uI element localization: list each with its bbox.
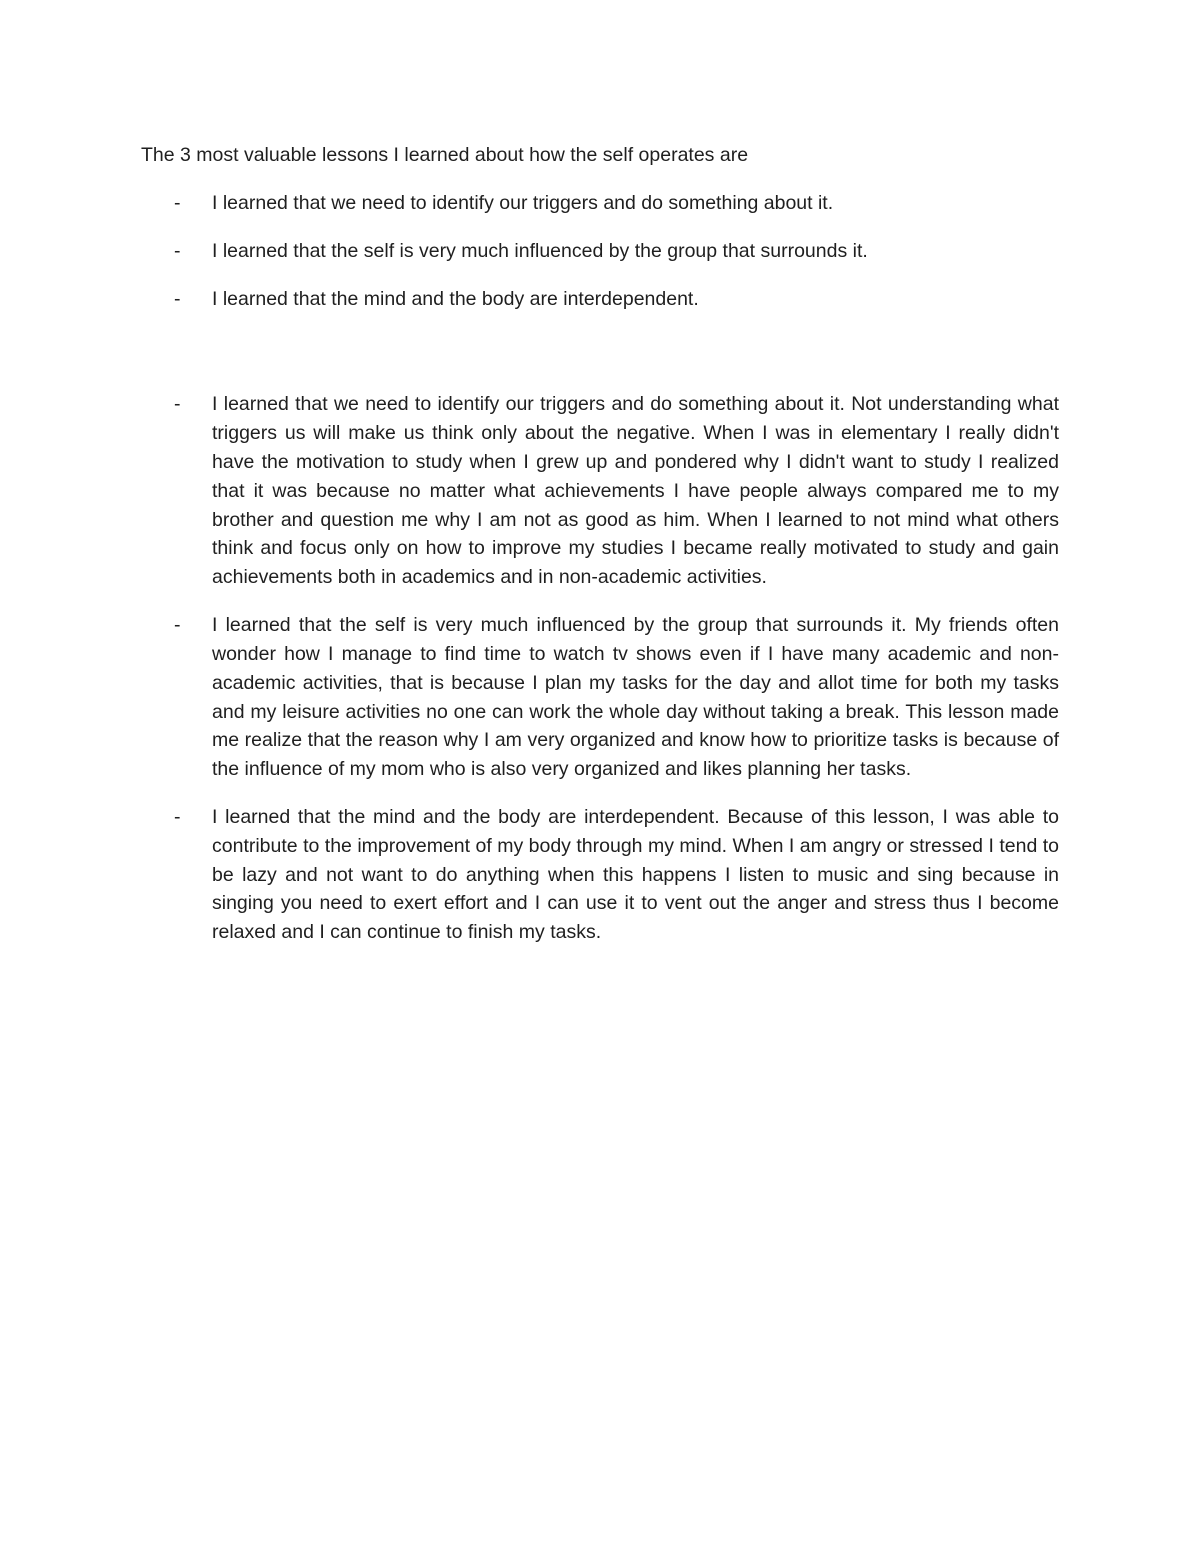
detailed-list — [141, 390, 1059, 947]
summary-item — [141, 237, 1059, 266]
intro-paragraph: The 3 most valuable lessons I learned about how the self operates are — [141, 144, 749, 166]
bullet-dash: - — [174, 614, 181, 637]
summary-item-text: I learned that the self is very much influenced by the group that surrounds it. — [212, 239, 868, 262]
summary-item-text: I learned that the mind and the body are interdependent. — [212, 287, 699, 310]
blank-spacer — [141, 333, 1059, 391]
detailed-item — [141, 611, 1059, 784]
detailed-item-text: I learned that the mind and the body are interdependent. Because of this lesson, I was able to contribute to the improvement of my body through my mind. When I am angry or stressed I tend to be lazy and not want to do anything when this happens I listen to music and sing because in singing you need to exert effort and I can use it to vent out the anger and stress thus I become relaxed and I can continue to finish my tasks. — [212, 806, 1059, 944]
detailed-item-text: I learned that the self is very much influenced by the group that surrounds it. My friends often wonder how I manage to find time to watch tv shows even if I have many academic and non-academic activities, that is because I plan my tasks for the day and allot time for both my tasks and my leisure activities no one can work the whole day without taking a break. This lesson made me realize that the reason why I am very organized and know how to prioritize tasks is because of the influence of my mom who is also very organized and likes planning her tasks. — [212, 614, 1059, 781]
detailed-item — [141, 390, 1059, 592]
summary-item — [141, 285, 1059, 314]
bullet-dash: - — [174, 191, 181, 214]
summary-list — [141, 189, 1059, 314]
bullet-dash: - — [174, 287, 181, 310]
bullet-dash: - — [174, 393, 181, 416]
summary-item-text: I learned that we need to identify our triggers and do something about it. — [212, 191, 834, 214]
summary-item — [141, 189, 1059, 218]
bullet-dash: - — [174, 239, 181, 262]
bullet-dash: - — [174, 806, 181, 829]
detailed-item — [141, 803, 1059, 947]
detailed-item-text: I learned that we need to identify our triggers and do something about it. Not understanding what triggers us will make us think only about the negative. When I was in elementary I really didn't have the motivation to study when I grew up and pondered why I didn't want to study I realized that it was because no matter what achievements I have people always compared me to my brother and question me why I am not as good as him. When I learned to not mind what others think and focus only on how to improve my studies I became really motivated to study and gain achievements both in academics and in non-academic activities. — [212, 393, 1059, 589]
